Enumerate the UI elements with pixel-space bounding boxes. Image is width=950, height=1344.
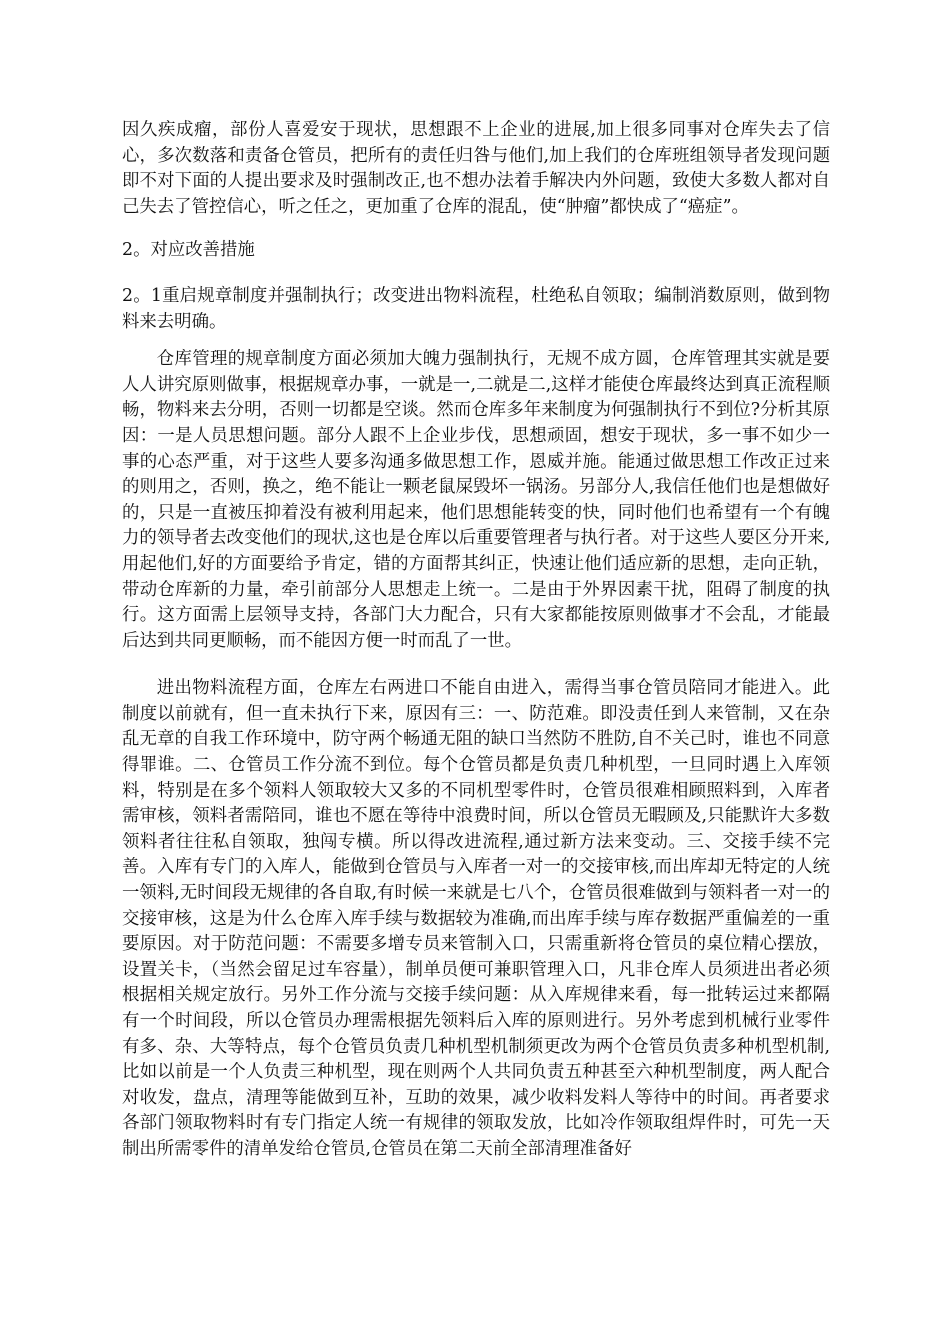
paragraph-rules: 仓库管理的规章制度方面必须加大魄力强制执行，无规不成方圆，仓库管理其实就是要人人讲究原则做事，根据规章办事，一就是一,二就是二,这样才能使仓库最终达到真正流程顺畅，物料来去分明，否则一切都是空谈。然而仓库多年来制度为何强制执行不到位?分析其原因：一是人员思想问题。部分人跟不上企业步伐，思想顽固，想安于现状，多一事不如少一事的心态严重，对于这些人要多沟通多做思想工作，恩威并施。能通过做思想工作改正过来的则用之，否则，换之，绝不能让一颗老鼠屎毁坏一锅汤。另部分人,我信任他们也是想做好的，只是一直被压抑着没有被利用起来，他们思想能转变的快，同时他们也希望有一个有魄力的领导者去改变他们的现状,这也是仓库以后重要管理者与执行者。对于这些人要区分开来,用起他们,好的方面要给予肯定，错的方面帮其纠正，快速让他们适应新的思想，走向正轨，带动仓库新的力量，牵引前部分人思想走上统一。二是由于外界因素干扰，阻碍了制度的执行。这方面需上层领导支持，各部门大力配合，只有大家都能按原则做事才不会乱，才能最后达到共同更顺畅，而不能因方便一时而乱了一世。 — [122, 349, 830, 651]
section-heading-2-1: 2。1重启规章制度并强制执行；改变进出物料流程，杜绝私自领取；编制消数原则，做到物料来去明确。 — [122, 285, 830, 332]
document-body — [122, 118, 830, 1163]
section-heading-2: 2。对应改善措施 — [122, 240, 255, 261]
paragraph-flow: 进出物料流程方面，仓库左右两进口不能自由进入，需得当事仓管员陪同才能进入。此制度以前就有，但一直未执行下来，原因有三：一、防范难。即没责任到人来管制，又在杂乱无章的自我工作环境中，防守两个畅通无阻的缺口当然防不胜防,自不关己时，谁也不同意得罪谁。二、仓管员工作分流不到位。每个仓管员都是负责几种机型，一旦同时遇上入库领料，特别是在多个领料人领取较大又多的不同机型零件时，仓管员很难相顾照料到，入库者需审核，领料者需陪同，谁也不愿在等待中浪费时间，所以仓管员无暇顾及,只能默许大多数领料者往往私自领取，独闯专横。所以得改进流程,通过新方法来变动。三、交接手续不完善。入库有专门的入库人，能做到仓管员与入库者一对一的交接审核,而出库却无特定的人统一领料,无时间段无规律的各自取,有时候一来就是七八个，仓管员很难做到与领料者一对一的交接审核，这是为什么仓库入库手续与数据较为准确,而出库手续与库存数据严重偏差的一重要原因。对于防范问题：不需要多增专员来管制入口，只需重新将仓管员的桌位精心摆放，设置关卡，（当然会留足过车容量），制单员便可兼职管理入口，凡非仓库人员须进出者必须根据相关规定放行。另外工作分流与交接手续问题：从入库规律来看，每一批转运过来都隔有一个时间段，所以仓管员办理需根据先领料后入库的原则进行。另外考虑到机械行业零件有多、杂、大等特点，每个仓管员负责几种机型机制须更改为两个仓管员负责多种机型机制,比如以前是一个人负责三种机型，现在则两个人共同负责五种甚至六种机型制度，两人配合对收发，盘点，清理等能做到互补，互助的效果，减少收料发料人等待中的时间。再者要求各部门领取物料时有专门指定人统一有规律的领取发放，比如冷作领取组焊件时，可先一天制出所需零件的清单发给仓管员,仓管员在第二天前全部清理准备好 — [122, 678, 830, 1159]
paragraph-intro: 因久疾成瘤，部份人喜爱安于现状，思想跟不上企业的进展,加上很多同事对仓库失去了信心，多次数落和责备仓管员，把所有的责任归咎与他们,加上我们的仓库班组领导者发现问题即不对下面的人提出要求及时强制改正,也不想办法着手解决内外问题，致使大多数人都对自己失去了管控信心，听之任之，更加重了仓库的混乱，使“肿瘤”都快成了“癌症”。 — [122, 120, 830, 217]
